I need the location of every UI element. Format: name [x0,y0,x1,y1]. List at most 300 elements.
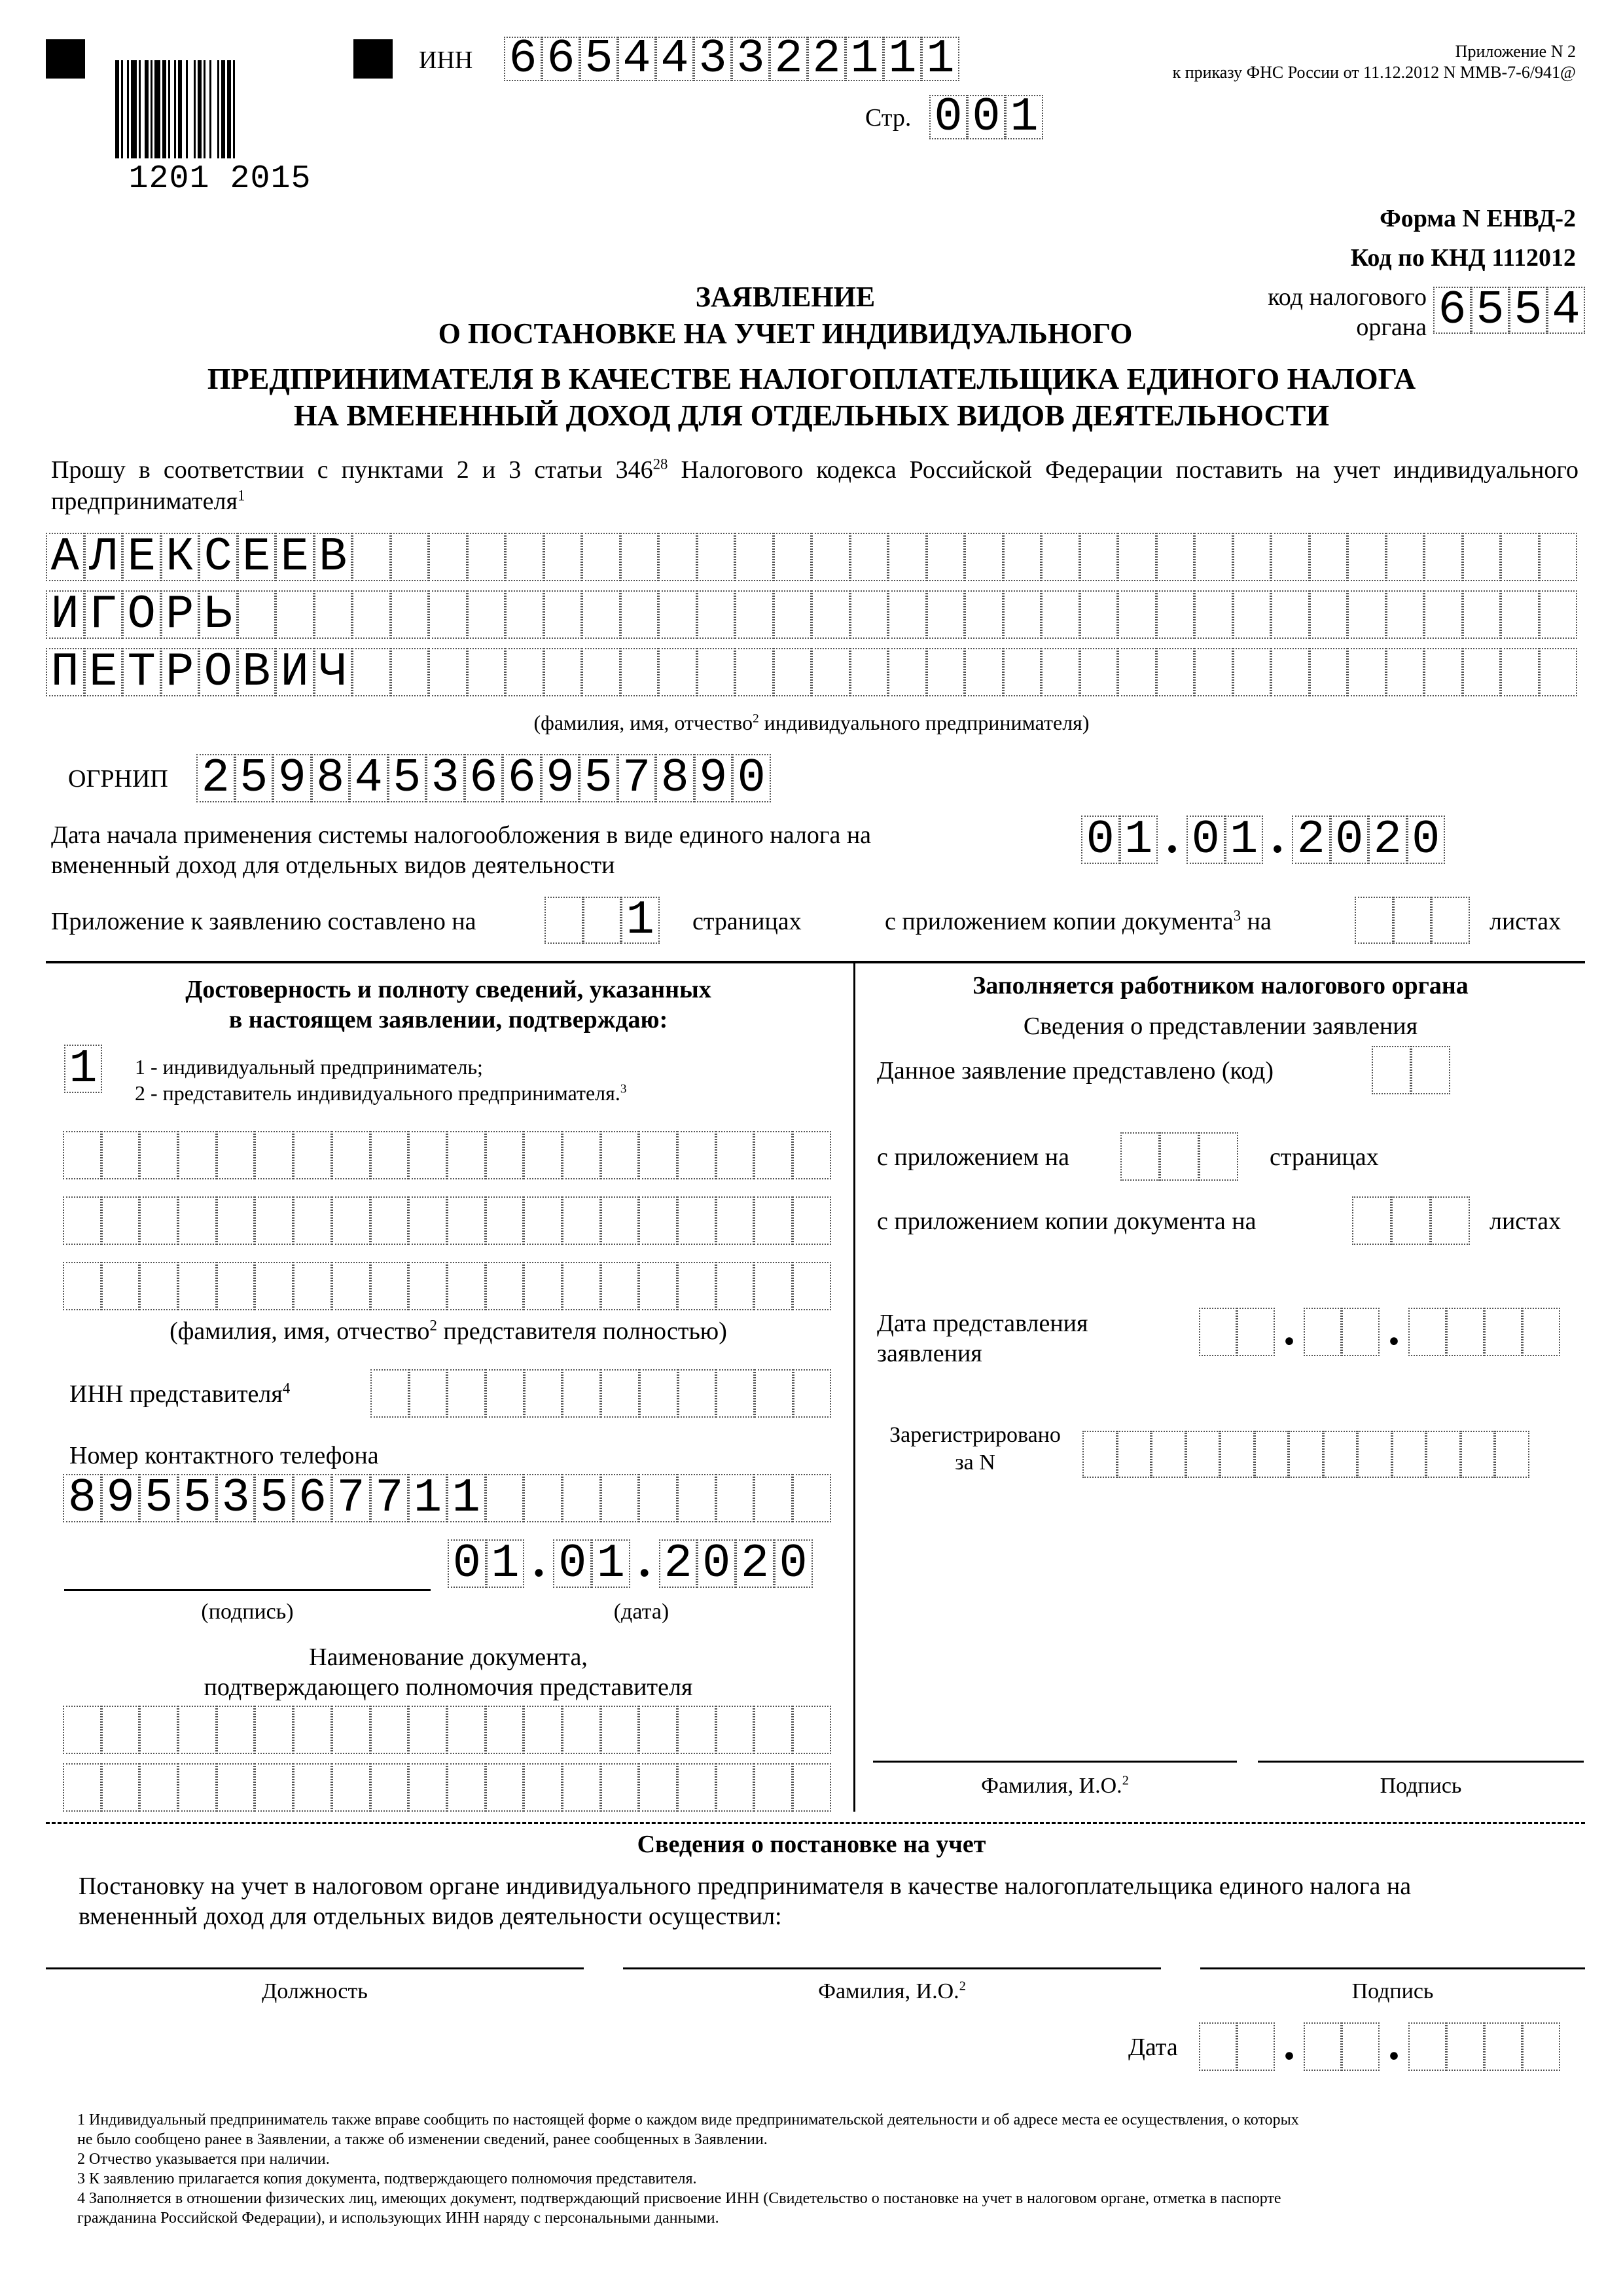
char-cell: 8 [63,1474,101,1522]
char-cell: 9 [541,754,580,802]
char-cell [524,1706,562,1754]
section-divider-top [46,961,1585,963]
char-cell [1539,590,1578,639]
rep-patronymic-field[interactable] [63,1262,831,1310]
signer-code-field[interactable] [64,1042,102,1096]
char-cell [562,1474,601,1522]
footnote-1-line-1: 1 Индивидуальный предприниматель также вправе сообщить по настоящей форме о каждом виде предпринимательской деятельности и об адресе места ее осуществления, о которых [77,2111,1299,2128]
char-cell [658,533,697,581]
date-digit-cell: 0 [1407,816,1446,864]
char-cell [601,1131,639,1179]
char-cell [658,590,697,639]
date-digit-cell: 1 [486,1539,525,1588]
char-cell [1041,590,1080,639]
char-cell [793,1763,831,1812]
char-cell [370,1706,409,1754]
char-cell [1495,1431,1529,1478]
char-cell [139,1763,178,1812]
char-cell [467,648,506,696]
date-separator-dot: . [1388,2017,1400,2070]
char-cell [888,533,927,581]
tax-organ-code-field[interactable] [1433,283,1585,337]
char-cell [293,1196,332,1245]
char-cell [793,1706,831,1754]
date-digit-cell [1342,1308,1380,1356]
char-cell [1357,1431,1392,1478]
char-cell [562,1196,601,1245]
char-cell [63,1131,101,1179]
char-cell: 5 [1509,287,1547,334]
char-cell [677,1262,716,1310]
barcode-bar [115,60,119,158]
date-separator-dot: . [1166,810,1178,863]
rep-caption-b: представителя полностью) [437,1318,727,1345]
char-cell: 5 [579,754,618,802]
registration-sign-line [1200,1967,1585,1969]
char-cell [716,1262,755,1310]
char-cell: 7 [332,1474,370,1522]
char-cell: 6 [465,754,503,802]
char-cell [544,897,583,944]
char-cell: 1 [883,37,921,81]
char-cell [370,1369,409,1418]
char-cell [293,1706,332,1754]
char-cell: 9 [694,754,733,802]
char-cell [255,1262,293,1310]
inn-label: ИНН [419,46,473,74]
char-cell: 5 [255,1474,293,1522]
char-cell [582,648,620,696]
char-cell: 4 [656,37,694,81]
char-cell: 5 [388,754,427,802]
char-cell [544,648,582,696]
surname-field[interactable] [46,530,1577,584]
char-cell [888,648,927,696]
char-cell: Р [161,590,200,639]
barcode-bar [139,60,141,158]
char-cell [562,1763,601,1812]
doc-name-field-1[interactable] [63,1706,831,1754]
rep-inn-label-sup: 4 [282,1380,291,1397]
char-cell [1117,1431,1152,1478]
barcode-bar [131,60,137,158]
char-cell [562,1131,601,1179]
char-cell [217,1262,255,1310]
char-cell: 0 [967,95,1005,139]
char-cell [467,533,506,581]
date-separator-dot: . [638,1534,651,1587]
char-cell [677,1763,716,1812]
char-cell [658,648,697,696]
char-cell [1431,897,1470,944]
char-cell [716,1706,755,1754]
char-cell [639,1262,677,1310]
char-cell [1041,648,1080,696]
attachment-copy-label-b: на [1241,908,1272,935]
char-cell [1386,590,1425,639]
appendix-line-1: Приложение N 2 [1455,42,1576,61]
char-cell [697,648,736,696]
person-caption [0,711,1623,735]
registration-fio-caption-text: Фамилия, И.О. [818,1979,959,2003]
char-cell [1156,590,1195,639]
barcode-bar [178,60,182,158]
char-cell [370,1131,409,1179]
char-cell [601,1196,639,1245]
position-caption: Должность [262,1979,368,2003]
char-cell [793,1196,831,1245]
char-cell [1347,533,1386,581]
char-cell [447,1706,486,1754]
char-cell [601,1706,639,1754]
char-cell [63,1262,101,1310]
char-cell [583,897,622,944]
tax-organ-label-2: органа [1356,314,1427,341]
char-cell [139,1706,178,1754]
char-cell [927,648,965,696]
ogrnip-field[interactable] [196,751,771,805]
attachment-copy-sup: 3 [1233,907,1241,924]
char-cell: Ч [314,648,353,696]
registered-label-2: за N [955,1450,995,1475]
char-cell [1186,1431,1221,1478]
char-cell [178,1196,217,1245]
char-cell [716,1763,755,1812]
char-cell [391,648,429,696]
registration-text-1: Постановку на учет в налоговом органе индивидуального предпринимателя в качестве налогоплательщика единого налога на [79,1873,1412,1900]
char-cell [1392,1431,1427,1478]
right-fio-line [873,1761,1237,1763]
footnote-4-line-2: гражданина Российской Федерации), и использующих ИНН наряду с персональными данными. [77,2210,719,2227]
left-heading-1: Достоверность и полноту сведений, указанных [185,976,711,1003]
char-cell [293,1262,332,1310]
date-digit-cell [1237,1308,1275,1356]
position-line [46,1967,584,1969]
char-cell [409,1369,448,1418]
footnote-4-line-1: 4 Заполняется в отношении физических лиц, имеющих документ, подтверждающий присвоение ИНН (Свидетельство о постановке на учет в налоговом органе, отметка в паспорте [77,2190,1281,2207]
char-cell [139,1131,178,1179]
char-cell [639,1131,677,1179]
registered-label-1: Зарегистрировано [889,1423,1061,1447]
rep-surname-field[interactable] [63,1131,831,1179]
char-cell [429,590,467,639]
char-cell [505,648,544,696]
date-digit-cell: 0 [1186,816,1225,864]
char-cell: 6 [1433,287,1471,334]
char-cell [1194,533,1233,581]
char-cell [1411,1046,1450,1094]
rep-caption-a: (фамилия, имя, отчество [169,1318,430,1345]
title-line-2: О ПОСТАНОВКЕ НА УЧЕТ ИНДИВИДУАЛЬНОГО [438,317,1133,350]
char-cell [332,1763,370,1812]
char-cell [1355,897,1393,944]
intro-sup-a: 28 [652,456,668,473]
char-cell [293,1131,332,1179]
char-cell [1424,648,1463,696]
title-line-3: ПРЕДПРИНИМАТЕЛЯ В КАЧЕСТВЕ НАЛОГОПЛАТЕЛЬЩИКА ЕДИНОГО НАЛОГА [207,362,1416,395]
attachment-label: Приложение к заявлению составлено на [51,908,476,935]
char-cell [524,1262,562,1310]
char-cell [524,1763,562,1812]
date-separator-dot: . [1283,2017,1295,2070]
char-cell [1082,1431,1117,1478]
char-cell [1347,648,1386,696]
signature-line [64,1589,431,1591]
with-attachment-label: с приложением на [877,1143,1069,1171]
right-sign-line [1258,1761,1584,1763]
char-cell [255,1763,293,1812]
char-cell [677,1196,716,1245]
corner-marker-left [46,39,85,79]
char-cell [677,1131,716,1179]
char-cell [1156,648,1195,696]
char-cell [1118,533,1156,581]
char-cell [1080,533,1118,581]
char-cell [850,533,889,581]
char-cell: 3 [426,754,465,802]
char-cell [544,533,582,581]
char-cell [544,590,582,639]
char-cell [486,1706,524,1754]
right-heading: Заполняется работником налогового органа [972,972,1469,999]
char-cell [217,1131,255,1179]
char-cell [1080,648,1118,696]
char-cell [850,590,889,639]
char-cell [370,1763,409,1812]
char-cell [735,648,774,696]
char-cell [1233,648,1272,696]
char-cell [447,1262,486,1310]
char-cell [562,1369,601,1418]
char-cell [1233,533,1272,581]
phone-field[interactable] [63,1471,831,1525]
char-cell: 5 [139,1474,178,1522]
name-field[interactable] [46,590,1577,639]
barcode-bar [186,60,188,158]
char-cell [391,590,429,639]
right-sheets-field[interactable] [1352,1196,1470,1245]
char-cell [754,1262,793,1310]
char-cell [755,1369,793,1418]
char-cell [332,1131,370,1179]
char-cell [1372,1046,1411,1094]
char-cell [524,1196,562,1245]
char-cell: О [199,648,238,696]
date-separator-dot: . [1388,1302,1400,1355]
char-cell [639,1706,677,1754]
date-digit-cell [1237,2022,1275,2071]
char-cell [314,590,353,639]
char-cell [639,1763,677,1812]
char-cell [1118,590,1156,639]
char-cell [620,590,659,639]
barcode-bar [221,60,225,158]
attachment-pages-field[interactable] [544,893,660,947]
barcode-bar [233,60,235,158]
right-fio-caption-sup: 2 [1122,1773,1129,1788]
char-cell [293,1763,332,1812]
registration-date-field[interactable] [1199,2017,1560,2071]
char-cell [1194,648,1233,696]
char-cell [1233,590,1272,639]
char-cell: 9 [273,754,312,802]
rep-inn-field[interactable] [370,1369,831,1418]
intro-paragraph [51,454,1578,517]
registration-fio-caption-sup: 2 [959,1979,966,1994]
char-cell: 1 [1005,95,1043,139]
intro-sup-b: 1 [237,487,245,504]
char-cell [793,1369,832,1418]
char-cell [447,1196,486,1245]
char-cell [601,1763,639,1812]
char-cell: 7 [370,1474,409,1522]
char-cell: Г [84,590,123,639]
barcode-bar [154,60,160,158]
char-cell: 2 [808,37,846,81]
char-cell [678,1369,717,1418]
date-digit-cell [1304,2022,1342,2071]
char-cell: В [238,648,276,696]
left-heading-2: в настоящем заявлении, подтверждаю: [228,1006,668,1033]
registration-date-label: Дата [1128,2034,1178,2061]
date-separator-dot: . [1272,810,1283,863]
signer-option-1: 1 - индивидуальный предприниматель; [135,1055,483,1079]
page-label: Стр. [865,104,912,132]
submission-date-field[interactable] [1199,1302,1560,1356]
char-cell [562,1262,601,1310]
char-cell [1424,533,1463,581]
attachment-pages-unit: страницах [692,908,802,935]
char-cell [101,1131,140,1179]
char-cell [101,1196,140,1245]
char-cell [1463,648,1501,696]
barcode-bar [194,60,196,158]
inn-field[interactable] [504,32,959,86]
char-cell: Е [238,533,276,581]
char-cell [1501,648,1539,696]
date-digit-cell: 1 [1225,816,1264,864]
start-date-label-1: Дата начала применения системы налогообложения в виде единого налога на [51,821,872,849]
char-cell [139,1196,178,1245]
attachment-sheets-field[interactable] [1355,897,1470,944]
char-cell [332,1196,370,1245]
cut-line [46,1822,1585,1824]
date-digit-cell [1522,2022,1560,2071]
doc-label-2: подтверждающего полномочия представителя [204,1674,693,1701]
char-cell [582,590,620,639]
char-cell: 5 [178,1474,217,1522]
char-cell [1271,590,1310,639]
registered-number-field[interactable] [1082,1431,1529,1478]
char-cell [754,1474,793,1522]
phone-label: Номер контактного телефона [69,1442,379,1469]
sign-date-field[interactable] [448,1534,813,1590]
rep-inn-label-text: ИНН представителя [69,1380,283,1408]
right-sheets-unit: листах [1489,1208,1561,1235]
char-cell [352,648,391,696]
intro-text-a: Прошу в соответствии с пунктами 2 и 3 статьи 346 [51,456,653,484]
date-digit-cell [1342,2022,1380,2071]
doc-name-field-2[interactable] [63,1763,831,1812]
footnote-1-line-2: не было сообщено ранее в Заявлении, а также об изменении сведений, ранее сообщенных в Заявлении. [77,2131,768,2148]
char-cell: Е [122,533,161,581]
char-cell [793,1131,831,1179]
char-cell [139,1262,178,1310]
char-cell [812,648,850,696]
char-cell [639,1196,677,1245]
char-cell [101,1262,140,1310]
char-cell [352,590,391,639]
barcode-bar [168,60,170,158]
date-digit-cell: 0 [774,1539,813,1588]
char-cell [101,1706,140,1754]
char-cell: 4 [1547,287,1585,334]
char-cell [332,1262,370,1310]
char-cell [63,1706,101,1754]
char-cell: В [314,533,353,581]
page-number-field[interactable] [929,90,1043,144]
doc-label-1: Наименование документа, [309,1643,588,1671]
char-cell: 0 [732,754,771,802]
char-cell [178,1763,217,1812]
date-digit-cell: 0 [1081,816,1120,864]
char-cell [1003,590,1042,639]
char-cell [408,1763,447,1812]
rep-caption-sup: 2 [429,1317,437,1334]
submitted-code-field[interactable] [1372,1046,1450,1094]
char-cell: С [199,533,238,581]
right-pages-field[interactable] [1120,1132,1238,1181]
char-cell: 1 [921,37,959,81]
registration-heading: Сведения о постановке на учет [637,1831,986,1858]
date-digit-cell [1446,2022,1484,2071]
char-cell [486,1474,524,1522]
char-cell [524,1474,562,1522]
char-cell [1118,648,1156,696]
char-cell [505,533,544,581]
date-digit-cell [1408,2022,1446,2071]
barcode-bar [127,60,129,158]
char-cell [370,1262,409,1310]
char-cell [639,1369,678,1418]
char-cell [735,590,774,639]
char-cell: 6 [504,37,542,81]
char-cell [1386,533,1425,581]
char-cell [697,590,736,639]
title-line-1: ЗАЯВЛЕНИЕ [695,281,876,313]
registration-fio-line [623,1967,1161,1969]
char-cell [1310,648,1348,696]
char-cell [63,1196,101,1245]
barcode-bar [198,60,202,158]
barcode-bar [174,60,176,158]
char-cell [1426,1431,1461,1478]
date-digit-cell: 0 [1330,816,1369,864]
char-cell [965,533,1003,581]
char-cell [370,1196,409,1245]
signer-option-2 [135,1081,626,1105]
date-digit-cell: 1 [1120,816,1158,864]
char-cell [793,1262,831,1310]
patronymic-field[interactable] [46,645,1577,699]
char-cell [447,1369,486,1418]
char-cell [716,1131,755,1179]
attachment-copy-label-a: с приложением копии документа [885,908,1234,935]
char-cell [620,648,659,696]
char-cell: 6 [503,754,541,802]
rep-name-field[interactable] [63,1196,831,1245]
start-date-field[interactable] [1081,810,1445,867]
